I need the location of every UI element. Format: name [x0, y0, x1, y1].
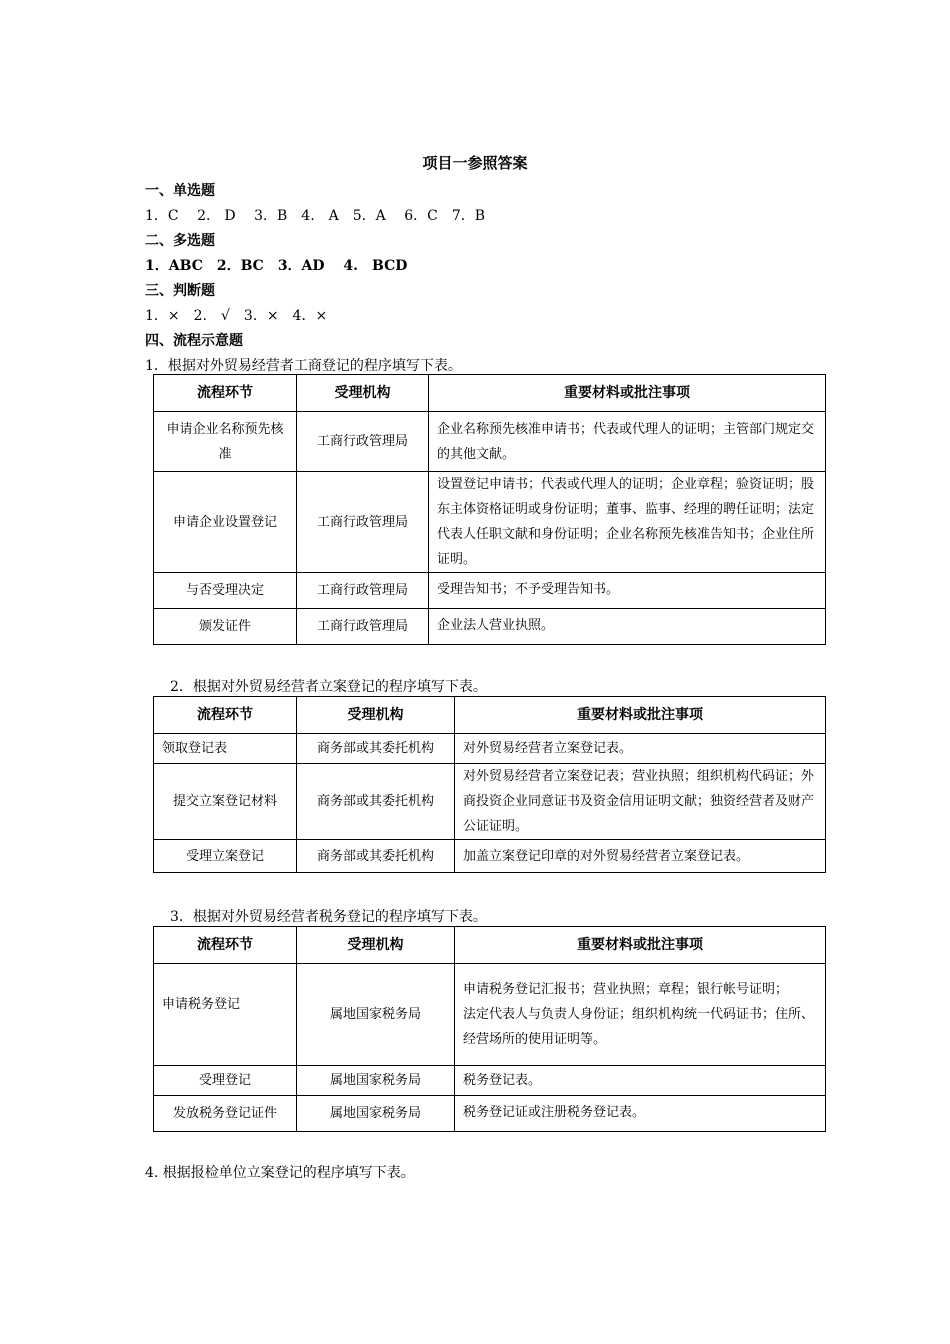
materials-cell: 加盖立案登记印章的对外贸易经营者立案登记表。 — [455, 840, 826, 873]
table-header-row — [154, 927, 826, 964]
table-row — [154, 764, 826, 840]
table-1 — [153, 374, 826, 645]
agency-cell: 属地国家税务局 — [297, 964, 455, 1066]
header-cell: 受理机构 — [297, 697, 455, 734]
header-cell: 重要材料或批注事项 — [455, 927, 826, 964]
materials-cell: 对外贸易经营者立案登记表；营业执照；组织机构代码证；外商投资企业同意证书及资金信用证明文献；独资经营者及财产公证证明。 — [455, 764, 826, 840]
table-1-caption: 1．根据对外贸易经营者工商登记的程序填写下表。 — [145, 358, 462, 374]
table-header-row — [154, 375, 826, 412]
table-row — [154, 412, 826, 472]
section-4-item-4: 4. 根据报检单位立案登记的程序填写下表。 — [145, 1165, 415, 1181]
header-cell: 受理机构 — [297, 375, 429, 412]
section-1-heading: 一、单选题 — [145, 183, 215, 199]
agency-cell: 商务部或其委托机构 — [297, 840, 455, 873]
agency-cell: 商务部或其委托机构 — [297, 734, 455, 764]
agency-cell: 工商行政管理局 — [297, 472, 429, 573]
header-cell: 重要材料或批注事项 — [455, 697, 826, 734]
agency-cell: 工商行政管理局 — [297, 412, 429, 472]
table-row — [154, 472, 826, 573]
agency-cell: 属地国家税务局 — [297, 1096, 455, 1132]
table-row — [154, 609, 826, 645]
section-4-heading: 四、流程示意题 — [145, 333, 243, 349]
table-row — [154, 734, 826, 764]
section-2-answers: 1．ABC 2．BC 3．AD 4. BCD — [145, 258, 408, 274]
step-cell: 与否受理决定 — [154, 573, 297, 609]
step-cell: 申请企业设置登记 — [154, 472, 297, 573]
table-row — [154, 1066, 826, 1096]
table-row — [154, 573, 826, 609]
materials-cell: 税务登记表。 — [455, 1066, 826, 1096]
section-3-heading: 三、判断题 — [145, 283, 215, 299]
agency-cell: 工商行政管理局 — [297, 573, 429, 609]
step-cell: 申请税务登记 — [154, 964, 297, 1066]
agency-cell: 属地国家税务局 — [297, 1066, 455, 1096]
table-3 — [153, 926, 826, 1132]
table-row — [154, 1096, 826, 1132]
step-cell: 申请企业名称预先核准 — [154, 412, 297, 472]
agency-cell: 工商行政管理局 — [297, 609, 429, 645]
materials-cell: 对外贸易经营者立案登记表。 — [455, 734, 826, 764]
header-cell: 重要材料或批注事项 — [429, 375, 826, 412]
header-cell: 受理机构 — [297, 927, 455, 964]
step-cell: 受理立案登记 — [154, 840, 297, 873]
materials-cell: 企业名称预先核准申请书；代表或代理人的证明；主管部门规定交的其他文献。 — [429, 412, 826, 472]
table-row — [154, 840, 826, 873]
materials-cell: 企业法人营业执照。 — [429, 609, 826, 645]
step-cell: 受理登记 — [154, 1066, 297, 1096]
header-cell: 流程环节 — [154, 375, 297, 412]
section-1-answers: 1．C 2. D 3．B 4. A 5．A 6．C 7．B — [145, 208, 486, 224]
table-3-caption: 3．根据对外贸易经营者税务登记的程序填写下表。 — [170, 909, 487, 925]
step-cell: 领取登记表 — [154, 734, 297, 764]
materials-cell: 受理告知书；不予受理告知书。 — [429, 573, 826, 609]
materials-cell: 申请税务登记汇报书；营业执照；章程；银行帐号证明； 法定代表人与负责人身份证；组织机构统一代码证书；住所、经营场所的使用证明等。 — [455, 964, 826, 1066]
step-cell: 发放税务登记证件 — [154, 1096, 297, 1132]
step-cell: 颁发证件 — [154, 609, 297, 645]
page-title: 项目一参照答案 — [422, 154, 528, 172]
section-3-answers: 1．× 2. √ 3．× 4．× — [145, 308, 328, 324]
table-2 — [153, 696, 826, 873]
header-cell: 流程环节 — [154, 927, 297, 964]
materials-cell: 税务登记证或注册税务登记表。 — [455, 1096, 826, 1132]
table-2-caption: 2．根据对外贸易经营者立案登记的程序填写下表。 — [170, 679, 487, 695]
header-cell: 流程环节 — [154, 697, 297, 734]
section-2-heading: 二、多选题 — [145, 233, 215, 249]
table-row — [154, 964, 826, 1066]
step-cell: 提交立案登记材料 — [154, 764, 297, 840]
table-header-row — [154, 697, 826, 734]
agency-cell: 商务部或其委托机构 — [297, 764, 455, 840]
materials-cell: 设置登记申请书；代表或代理人的证明；企业章程；验资证明；股东主体资格证明或身份证明；董事、监事、经理的聘任证明；法定代表人任职文献和身份证明；企业名称预先核准告知书；企业住所证明。 — [429, 472, 826, 573]
